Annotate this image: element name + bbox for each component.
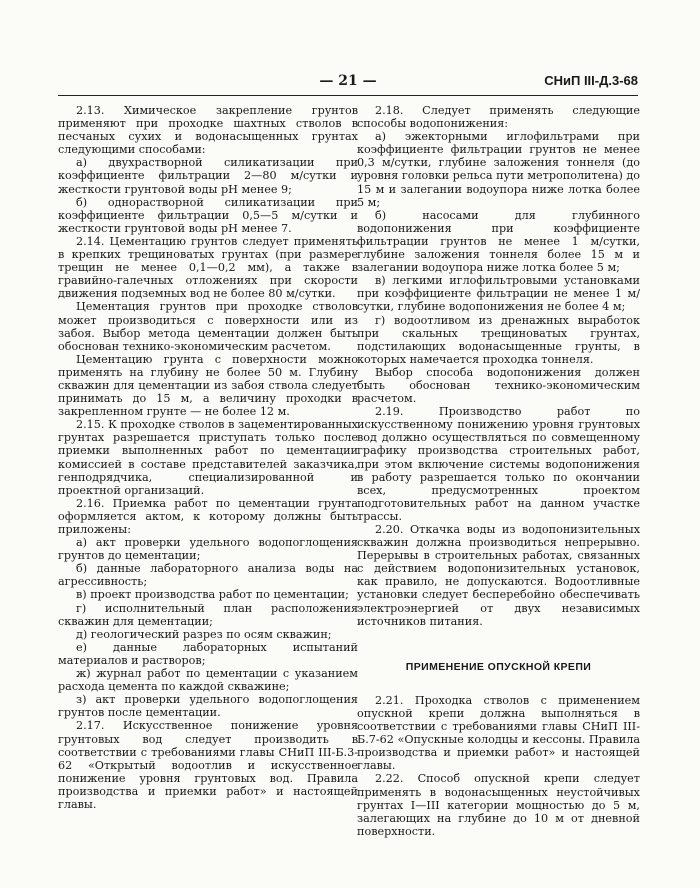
paragraph: 2.16. Приемка работ по цементации грунта оформляется актом, к которому должны быть приложены: bbox=[58, 496, 358, 536]
paragraph: д) геологический разрез по осям скважин; bbox=[76, 627, 332, 641]
paragraph: в) проект производства работ по цементации; bbox=[76, 588, 349, 602]
paragraph: з) акт проверки удельного водопоглощения грунтов после цементации. bbox=[58, 693, 358, 720]
paragraph: 2.19. Производство работ по искусственному понижению уровня грунтовых вод должно осуществляться по совмещенному графику производства строительных работ, при этом включение системы водопонижения в работу разрешается только по окончании всех, предусмотренных проектом подготовительных работ на данном участке трассы. bbox=[357, 405, 640, 523]
paragraph: а) двухрастворной силикатизации при коэффициенте фильтрации 2—80 м/сутки и жесткости грунтовой воды pH менее 9; bbox=[58, 156, 358, 196]
paragraph: 2.20. Откачка воды из водопонизительных скважин должна производиться непрерывно. Перерывы в строительных работах, связанных с действием водопонизительных установок, как правило, не допускаются. Водоотливные установки следует бесперебойно обеспечивать электроэнергией от двух независимых источников питания. bbox=[357, 523, 640, 628]
paragraph: в) легкими иглофильтровыми установками при коэффициенте фильтрации не менее 1 м/сутки, глубине водопонижения не более 4 м; bbox=[357, 274, 640, 314]
paragraph: б) насосами для глубинного водопонижения при коэффициенте фильтрации грунтов не менее 1 м/сутки, глубине заложения тоннеля более 15 м и залегании водоупора ниже лотка более 5 м; bbox=[357, 208, 640, 275]
left-column bbox=[58, 104, 358, 811]
page-number: — 21 — bbox=[319, 73, 377, 89]
paragraph: 2.17. Искусственное понижение уровня грунтовых вод следует производить в соответствии с требованиями главы СНиП III-Б.3-62 «Открытый водоотлив и искусственное понижение уровня грунтовых вод. Правила производства и приемки работ» и настоящей главы. bbox=[58, 719, 358, 811]
paragraph: г) водоотливом из дренажных выработок при скальных трещиноватых грунтах, подстилающих водонасыщенные грунты, в которых намечается проходка тоннеля. bbox=[357, 313, 640, 366]
document-code: СНиП III-Д.3-68 bbox=[544, 73, 638, 88]
paragraph: а) акт проверки удельного водопоглощения грунтов до цементации; bbox=[58, 536, 358, 563]
paragraph: Выбор способа водопонижения должен быть обоснован технико-экономическим расчетом. bbox=[357, 365, 640, 406]
paragraph: Цементацию грунта с поверхности можно применять на глубину не более 50 м. Глубину скважин для цементации из забоя ствола следует принимать до 15 м, а величину проходки в закрепленном грунте — не более 12 м. bbox=[58, 352, 358, 419]
paragraph: 2.18. Следует применять следующие способы водопонижения: bbox=[357, 104, 640, 131]
paragraph: б) данные лабораторного анализа воды на агрессивность; bbox=[58, 562, 358, 589]
paragraph: 2.21. Проходка стволов с применением опускной крепи должна выполняться в соответствии с требованиями главы СНиП III-Б.7-62 «Опускные колодцы и кессоны. Правила производства и приемки работ» и настоящей главы. bbox=[357, 693, 640, 773]
paragraph: б) однорастворной силикатизации при коэффициенте фильтрации 0,5—5 м/сутки и жесткости грунтовой воды pH менее 7. bbox=[58, 195, 358, 235]
paragraph: 2.22. Способ опускной крепи следует применять в водонасыщенных неустойчивых грунтах I—III категории мощностью до 5 м, залегающих на глубине до 10 м от дневной поверхности. bbox=[357, 772, 640, 838]
header-rule bbox=[58, 95, 638, 96]
paragraph: а) эжекторными иглофильтрами при коэффициенте фильтрации грунтов не менее 0,3 м/сутки, глубине заложения тоннеля (до уровня головки рельса пути метрополитена) до 15 м и залегании водоупора ниже лотка более 5 м; bbox=[357, 130, 640, 209]
paragraph: ж) журнал работ по цементации с указанием расхода цемента по каждой скважине; bbox=[58, 667, 358, 694]
page-header bbox=[58, 73, 638, 93]
paragraph: 2.13. Химическое закрепление грунтов применяют при проходке шахтных стволов в песчаных сухих и водонасыщенных грунтах следующими способами: bbox=[58, 104, 358, 157]
paragraph: г) исполнительный план расположения скважин для цементации; bbox=[58, 601, 358, 628]
paragraph: Цементация грунтов при проходке стволов может производиться с поверхности или из забоя. Выбор метода цементации должен быть обоснован технико-экономическим расчетом. bbox=[58, 300, 358, 353]
paragraph: 2.15. К проходке стволов в зацементированных грунтах разрешается приступать только после приемки выполненных работ по цементации комиссией в составе представителей заказчика, генподрядчика, специализированной и проектной организаций. bbox=[58, 418, 358, 497]
right-column bbox=[357, 104, 640, 838]
section-heading: ПРИМЕНЕНИЕ ОПУСКНОЙ КРЕПИ bbox=[405, 660, 592, 673]
paragraph: е) данные лабораторных испытаний материалов и растворов; bbox=[58, 640, 358, 667]
paragraph: 2.14. Цементацию грунтов следует применять в крепких трещиноватых грунтах (при размере трещин не менее 0,1—0,2 мм), а также в гравийно-галечных отложениях при скорости движения подземных вод не более 80 м/сутки. bbox=[58, 234, 358, 301]
